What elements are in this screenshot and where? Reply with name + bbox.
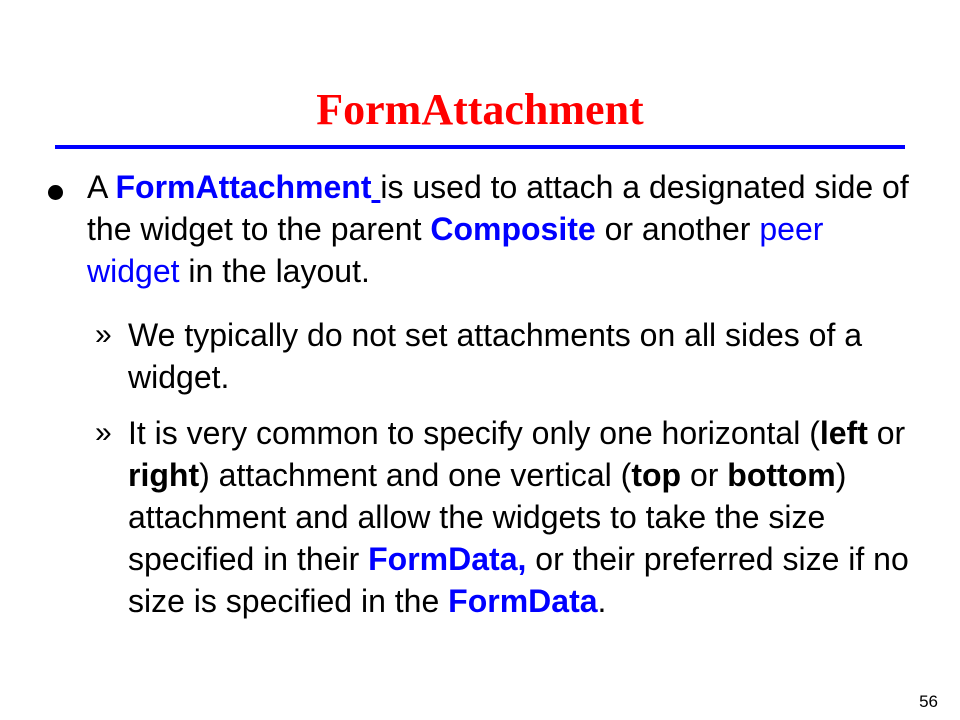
text-run: or another [595, 211, 760, 247]
keyword-composite: Composite [430, 211, 596, 247]
keyword-top: top [631, 457, 682, 493]
keyword-formdata: FormData, [368, 541, 527, 577]
keyword-formattachment: FormAttachment [115, 169, 372, 205]
text-run: It is very common to specify only one horizontal ( [128, 415, 820, 451]
slide-title: FormAttachment [316, 85, 644, 134]
bullet-icon [48, 185, 63, 200]
keyword-bottom: bottom [727, 457, 836, 493]
keyword-formdata: FormData [448, 583, 598, 619]
text-run: or [867, 415, 906, 451]
text-run: A [87, 169, 116, 205]
text-run: in the layout. [179, 253, 370, 289]
title-divider [55, 145, 905, 149]
sub-bullet-text [128, 412, 928, 622]
text-run: or their preferred size if no size is specified in the [128, 541, 909, 619]
page-number: 56 [919, 692, 938, 711]
main-bullet-text [87, 166, 917, 292]
text-run: We typically do not set attachments on all sides of a widget. [128, 317, 863, 395]
text-run: is used to attach a designated side of the widget to the parent [87, 169, 909, 247]
sub-bullet-marker: » [95, 318, 112, 351]
text-run: . [597, 583, 607, 619]
text-run: or [681, 457, 728, 493]
text-run: ) attachment and one vertical ( [199, 457, 632, 493]
text-run: ) attachment and allow the widgets to take the size specified in their [128, 457, 847, 577]
sub-bullet-text [128, 314, 928, 398]
sub-bullet-marker: » [95, 416, 112, 449]
keyword-left: left [819, 415, 868, 451]
keyword-peer-widget: peer widget [87, 211, 824, 289]
keyword-right: right [128, 457, 200, 493]
